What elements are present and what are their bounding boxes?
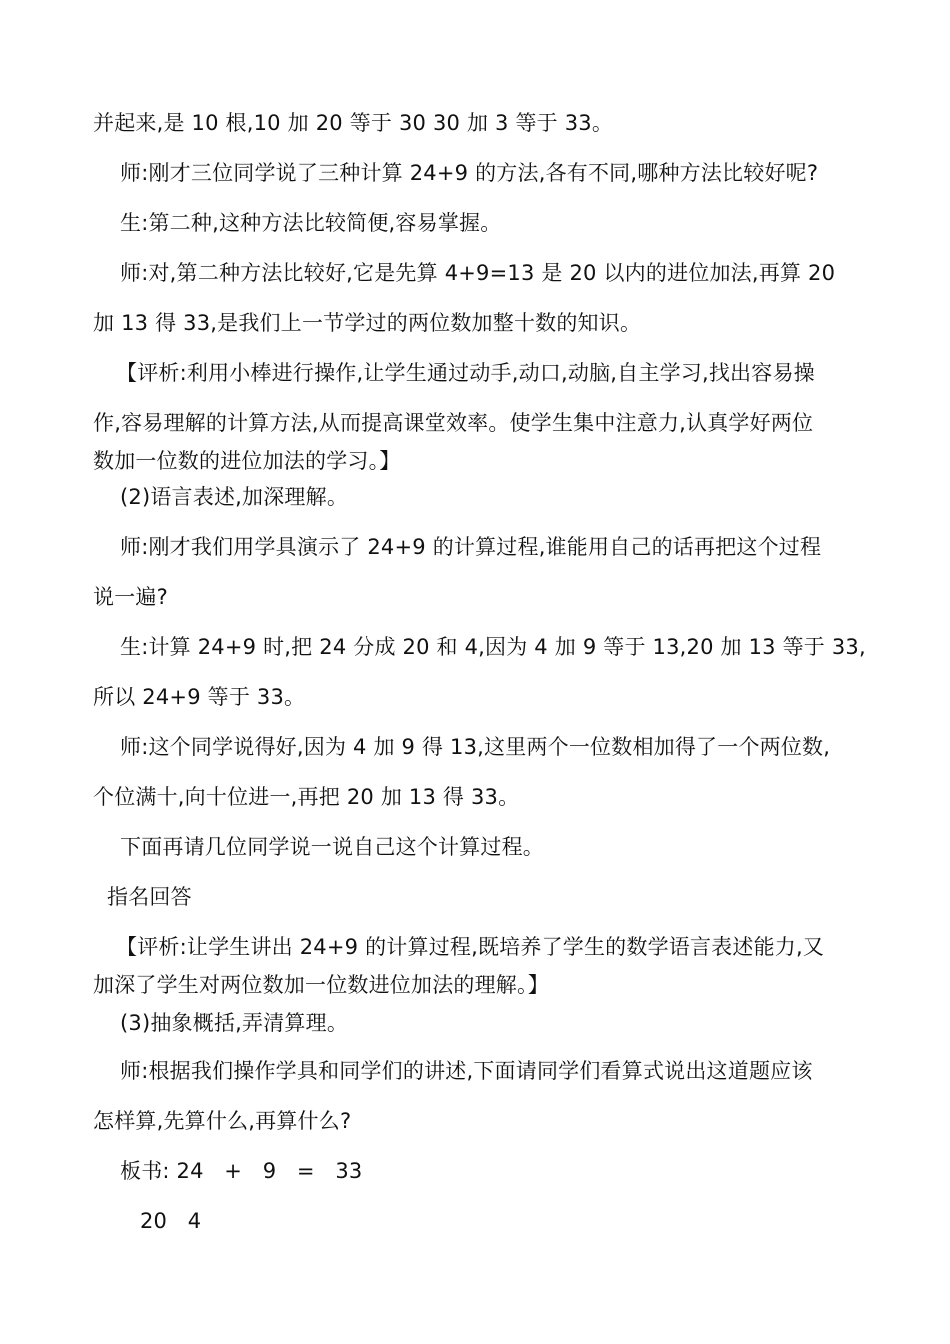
paragraph-line: 说一遍? xyxy=(93,585,168,609)
paragraph-line: 所以 24+9 等于 33。 xyxy=(93,685,306,709)
paragraph-line: 师:根据我们操作学具和同学们的讲述,下面请同学们看算式说出这道题应该 xyxy=(120,1059,813,1083)
paragraph-line: 师:刚才三位同学说了三种计算 24+9 的方法,各有不同,哪种方法比较好呢? xyxy=(120,161,819,185)
paragraph-line: 师:这个同学说得好,因为 4 加 9 得 13,这里两个一位数相加得了一个两位数, xyxy=(120,735,831,759)
commentary-line: 作,容易理解的计算方法,从而提高课堂效率。使学生集中注意力,认真学好两位 xyxy=(93,411,814,435)
section-heading: (3)抽象概括,弄清算理。 xyxy=(120,1011,349,1035)
paragraph-line: 加 13 得 33,是我们上一节学过的两位数加整十数的知识。 xyxy=(93,311,642,335)
paragraph-line: 怎样算,先算什么,再算什么? xyxy=(93,1109,352,1133)
paragraph-line: 指名回答 xyxy=(107,885,192,909)
commentary-line: 【评析:让学生讲出 24+9 的计算过程,既培养了学生的数学语言表述能力,又 xyxy=(116,935,825,959)
paragraph-line: 生:计算 24+9 时,把 24 分成 20 和 4,因为 4 加 9 等于 13,20 加 13 等于 33, xyxy=(120,635,866,659)
paragraph-line: 师:刚才我们用学具演示了 24+9 的计算过程,谁能用自己的话再把这个过程 xyxy=(120,535,822,559)
paragraph-line: 师:对,第二种方法比较好,它是先算 4+9=13 是 20 以内的进位加法,再算 20 xyxy=(120,261,836,285)
board-equation: 板书: 24 + 9 = 33 xyxy=(120,1159,363,1183)
paragraph-line: 个位满十,向十位进一,再把 20 加 13 得 33。 xyxy=(93,785,520,809)
board-decomposition: 20 4 xyxy=(140,1209,202,1233)
section-heading: (2)语言表述,加深理解。 xyxy=(120,485,349,509)
commentary-line: 【评析:利用小棒进行操作,让学生通过动手,动口,动脑,自主学习,找出容易操 xyxy=(116,361,815,385)
paragraph-line: 并起来,是 10 根,10 加 20 等于 30 30 加 3 等于 33。 xyxy=(93,111,614,135)
paragraph-line: 下面再请几位同学说一说自己这个计算过程。 xyxy=(120,835,544,859)
commentary-line: 数加一位数的进位加法的学习。】 xyxy=(93,449,401,473)
paragraph-line: 生:第二种,这种方法比较简便,容易掌握。 xyxy=(120,211,502,235)
commentary-line: 加深了学生对两位数加一位数进位加法的理解。】 xyxy=(93,973,549,997)
